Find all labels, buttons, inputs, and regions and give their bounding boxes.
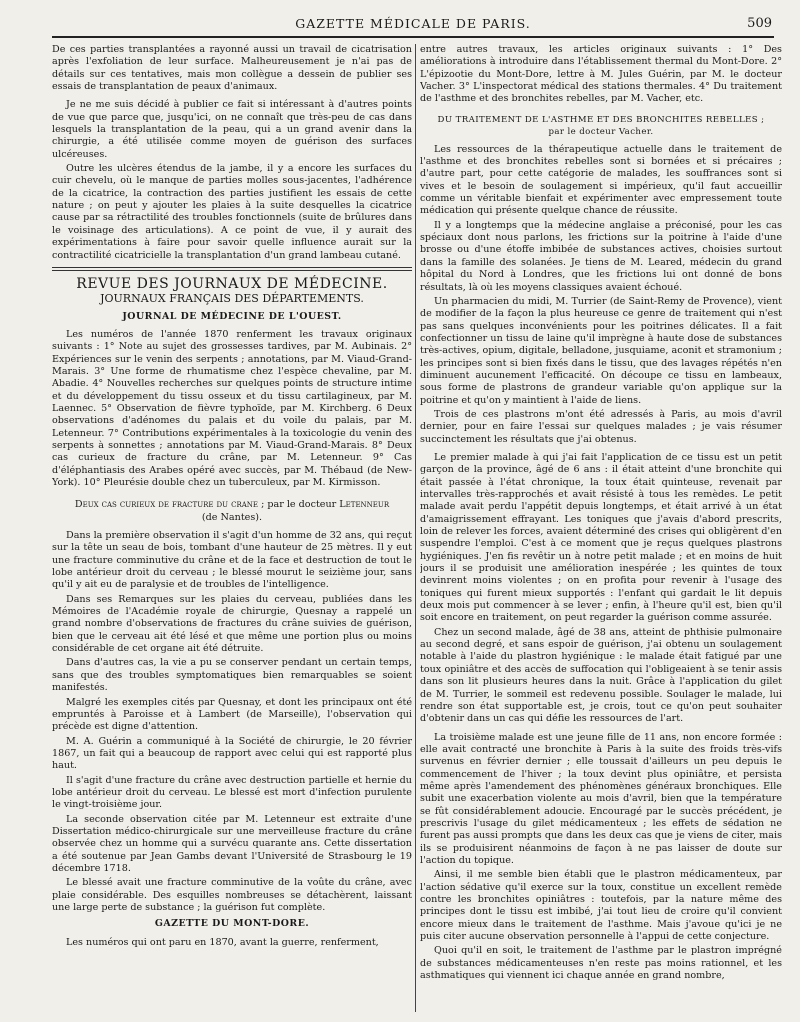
- paragraph: Les numéros qui ont paru en 1870, avant la guerre, renferment,: [66, 936, 379, 948]
- paragraph: Malgré les exemples cités par Quesnay, et dont les principaux ont été empruntés à Paroisse et à Lambert (de Marseille), l'observation qui précède est digne d'attention.: [52, 696, 412, 733]
- right-column: [420, 44, 782, 1014]
- case-heading: [52, 499, 412, 524]
- section-author: par le docteur Vacher.: [548, 126, 654, 137]
- paragraph: M. A. Guérin a communiqué à la Société de chirurgie, le 20 février 1867, un fait qui a beaucoup de rapport avec celui qui est rapporté plus haut.: [52, 735, 412, 772]
- case-title-connector: ; par le docteur: [258, 499, 340, 511]
- paragraph: Dans la première observation il s'agit d'un homme de 32 ans, qui reçut sur la tête un seau de bois, tombant d'une hauteur de 25 mètres. Il y eut une fracture comminutive du crâne et de la face et destruction de tout le lobe antérieur droit du cerveau ; le blessé mourut le seizième jour, sans qu'il y ait eu de paralysie et de troubles de l'intelligence.: [52, 530, 412, 591]
- column-rule: [415, 44, 416, 1012]
- paragraph: Un pharmacien du midi, M. Turrier (de Saint-Remy de Provence), vient de modifier de la façon la plus heureuse ce genre de traitement qui n'est pas sans quelques inconvénients pour les poitrines délicates. Il a fait confectionner un tissu de laine qu'il imprègne à haute dose de substances très-actives, opium, digitale, belladone, jusquiame, aconit et stramonium ; les principes sont si bien fixés dans le tissu, que des lavages répétés n'en diminuent aucunement l'efficacité. On découpe ce tissu en lambeaux, sous forme de plastrons de grandeur variable qu'on applique sur la poitrine et qu'on y maintient à l'aide de liens.: [420, 295, 782, 406]
- journal-title: GAZETTE DU MONT-DORE.: [154, 918, 310, 930]
- paragraph: Le premier malade à qui j'ai fait l'application de ce tissu est un petit garçon de la province, âgé de 6 ans : il était atteint d'une bronchite qui était passée à l'état chronique, la toux était quinteuse, revenait par intervalles très-rapprochés et avait résisté à tous les remèdes. Le petit malade avait perdu l'appétit depuis longtemps, et était arrivé à un état d'amaigrissement effrayant. Les toniques que j'avais d'abord prescrits, loin de relever les forces, avaient déterminé des crises qui obligèrent d'en suspendre l'emploi. C'est à ce moment que je reçus quelques plastrons hygiéniques. J'en fis revêtir un à notre petit malade ; et en moins de huit jours il se produisit une amélioration inespérée ; les quintes de toux devinrent moins violentes ; on en profita pour revenir à l'usage des toniques qui furent mieux supportés : l'enfant qui gardait le lit depuis deux mois put commencer à se lever ; enfin, à l'heure qu'il est, bien qu'il soit encore en traitement, on peut regarder la guérison comme assurée.: [420, 451, 782, 624]
- running-title: GAZETTE MÉDICALE DE PARIS.: [295, 16, 531, 31]
- review-title: REVUE DES JOURNAUX DE MÉDECINE.: [76, 275, 388, 292]
- paragraph: Outre les ulcères étendus de la jambe, il y a encore les surfaces du cuir chevelu, où le manque de parties molles sous-jacentes, l'adhérence de la cicatrice, la contraction des parties justifient les essais de cette nature ; on peut y ajouter les plaies à la suite desquelles la cicatrice cause par sa rétractilité des troubles fonctionnels (suite de brûlures dans le voisinage des articulations). A ce point de vue, il y aurait des expérimentations à faire pour savoir quelle influence aurait sur la contractilité cicatricielle la transplantation d'un grand lambeau cutané.: [52, 163, 412, 261]
- paragraph: Je ne me suis décidé à publier ce fait si intéressant à d'autres points de vue que parce que, jusqu'ici, on ne connaît que très-peu de cas dans lesquels la transplantation de la peau, qui a un grand avenir dans la chirurgie, a été utilisée comme moyen de guérison des surfaces ulcéreuses.: [52, 99, 412, 160]
- paragraph: Il y a longtemps que la médecine anglaise a préconisé, pour les cas spéciaux dont nous parlons, les frictions sur la poitrine à l'aide d'une brosse ou d'une étoffe imbibée de substances actives, choisies surtout dans la famille des solanées. Je tiens de M. Leared, médecin du grand hôpital du Nord à Londres, que les frictions lui ont donné de bons résultats, là où les moyens classiques avaient échoué.: [420, 219, 782, 293]
- section-divider: [52, 267, 412, 271]
- section-title: DU TRAITEMENT DE L'ASTHME ET DES BRONCHITES REBELLES ;: [437, 114, 765, 125]
- paragraph: La seconde observation citée par M. Letenneur est extraite d'une Dissertation médico-chirurgicale sur une merveilleuse fracture du crâne observée chez un homme qui a survécu quarante ans. Cette dissertation a été soutenue par Jean Gambs devant l'Université de Strasbourg le 19 décembre 1718.: [52, 813, 412, 874]
- paragraph: Le blessé avait une fracture comminutive de la voûte du crâne, avec plaie considérable. Des esquilles nombreuses se détachèrent, laissant une large perte de substance ; la guérison fut complète.: [52, 877, 412, 913]
- paragraph: Les numéros de l'année 1870 renferment les travaux originaux suivants : 1° Note au sujet des grossesses tardives, par M. Aubinais. 2° Expériences sur le venin des serpents ; annotations, par M. Viaud-Grand-Marais. 3° Une forme de rhumatisme chez l'espèce chevaline, par M. Abadie. 4° Nouvelles recherches sur quelques points de structure intime et du développement du tissu osseux et du tissu cartilagineux, par M. Laennec. 5° Observation de fièvre typhoïde, par M. Kirchberg. 6 Deux observations d'adénomes du palais et du voile du palais, par M. Letenneur. 7° Contributions expérimentales à la toxicologie du venin des serpents à sonnettes ; annotations par M. Viaud-Grand-Marais. 8° Deux cas curieux de fracture du crâne, par M. Letenneur. 9° Cas d'éléphantiasis des Arabes opéré avec succès, par M. Thébaud (de New-York). 10° Pleurésie double chez un tuberculeux, par M. Kirmisson.: [52, 328, 412, 488]
- paragraph: Quoi qu'il en soit, le traitement de l'asthme par le plastron imprégné de substances médicamenteuses n'en reste pas moins rationnel, et les asthmatiques qui viennent ici chaque année en grand nombre,: [420, 945, 782, 982]
- review-subtitle: JOURNAUX FRANÇAIS DES DÉPARTEMENTS.: [100, 292, 364, 306]
- paragraph: Il s'agit d'une fracture du crâne avec destruction partielle et hernie du lobe antérieur droit du cerveau. Le blessé est mort d'infection purulente le vingt-troisième jour.: [52, 774, 412, 811]
- case-title: Deux cas curieux de fracture du crane: [74, 499, 259, 511]
- page-number: 509: [747, 16, 772, 31]
- paragraph: Trois de ces plastrons m'ont été adressés à Paris, au mois d'avril dernier, pour en faire l'essai sur quelques malades ; je vais résumer succinctement les résultats que j'ai obtenus.: [420, 408, 782, 445]
- case-place: (de Nantes).: [201, 511, 263, 523]
- case-author: Letenneur: [339, 499, 390, 511]
- paragraph: Chez un second malade, âgé de 38 ans, atteint de phthisie pulmonaire au second degré, et sans espoir de guérison, j'ai obtenu un soulagement notable à l'aide du plastron hygiénique : le malade était fatigué par une toux opiniâtre et des accès de suffocation qui l'obligeaient à se tenir assis dans son lit plusieurs heures dans la nuit. Grâce à l'application du gilet de M. Turrier, le sommeil est redevenu possible. Soulager le malade, lui rendre son état supportable est, je crois, tout ce qu'on peut souhaiter d'obtenir dans un cas qui défie les ressources de l'art.: [420, 626, 782, 725]
- paragraph: La troisième malade est une jeune fille de 11 ans, non encore formée : elle avait contracté une bronchite à Paris à la suite des froids très-vifs survenus en février dernier ; elle toussait d'ailleurs un peu depuis le commencement de l'hiver ; la toux devint plus opiniâtre, et persista même après l'amendement des phénomènes généraux bronchiques. Elle subit une exacerbation violente au mois d'avril, bien que la température se fût considérablement adoucie. Encouragé par le succès précédent, je prescrivis l'usage du gilet médicamenteux ; les effets de sédation ne furent pas aussi prompts que dans les deux cas que je viens de citer, mais ils se produisirent néanmoins de façon à ne pas laisser de doute sur l'action du topique.: [420, 731, 782, 866]
- paragraph: Dans d'autres cas, la vie a pu se conserver pendant un certain temps, sans que des troubles symptomatiques bien remarquables se soient manifestés.: [52, 657, 412, 694]
- paragraph: De ces parties transplantées a rayonné aussi un travail de cicatrisation après l'exfoliation de leur surface. Malheureusement je n'ai pas de détails sur ces tentatives, mais mon collègue a dessein de publier ses essais de transplantation de peaux d'animaux.: [52, 44, 412, 93]
- page-header: [52, 10, 774, 38]
- paragraph: Les ressources de la thérapeutique actuelle dans le traitement de l'asthme et des bronchites rebelles sont si bornées et si précaires ; d'autre part, pour cette catégorie de malades, les souffrances sont si vives et le besoin de soulagement si impérieux, qu'il faut accueillir comme un véritable bienfait et expérimenter avec empressement toute médication qui présente quelque chance de réussite.: [420, 143, 782, 217]
- journal-title: JOURNAL DE MÉDECINE DE L'OUEST.: [122, 310, 342, 322]
- paragraph: entre autres travaux, les articles originaux suivants : 1° Des améliorations à introduire dans l'établissement thermal du Mont-Dore. 2° L'épizootie du Mont-Dore, lettre à M. Jules Guérin, par M. le docteur Vacher. 3° L'inspectorat médical des stations thermales. 4° Du traitement de l'asthme et des bronchites rebelles, par M. Vacher, etc.: [420, 44, 782, 105]
- paragraph: Ainsi, il me semble bien établi que le plastron médicamenteux, par l'action sédative qu'il exerce sur la toux, constitue un excellent remède contre les bronchites opiniâtres : toutefois, par la nature même des principes dont le tissu est imbibé, j'ai tout lieu de croire qu'il convient encore mieux dans le traitement de l'asthme. Mais j'avoue qu'ici je ne puis citer aucune observation personnelle à l'appui de cette conjecture.: [420, 869, 782, 943]
- paragraph: Dans ses Remarques sur les plaies du cerveau, publiées dans les Mémoires de l'Académie royale de chirurgie, Quesnay a rappelé un grand nombre d'observations de fractures du crâne suivies de guérison, bien que le cerveau ait été lésé et que même une portion plus ou moins considérable de cet organe ait été détruite.: [52, 593, 412, 655]
- section-heading: [420, 114, 782, 138]
- left-column: [52, 44, 412, 1014]
